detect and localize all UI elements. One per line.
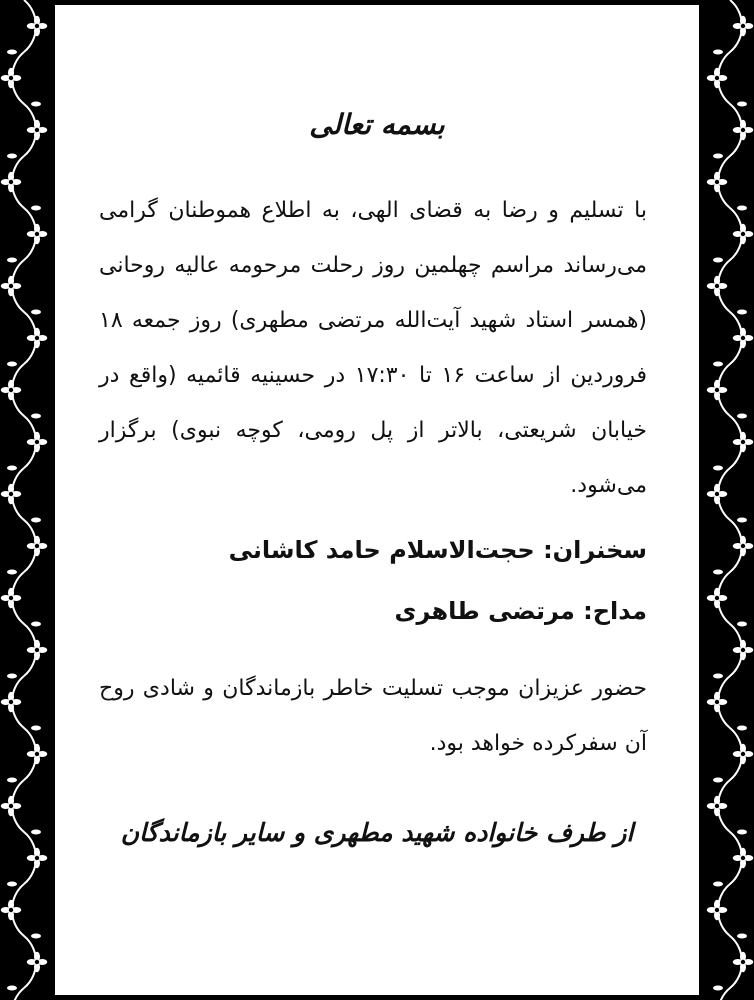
floral-vine-icon [706,0,754,1000]
ornamental-border-left [0,0,48,1000]
card-heading: بسمه تعالی [309,108,445,141]
announcement-paragraph: با تسلیم و رضا به قضای الهی، به اطلاع هموطنان گرامی می‌رساند مراسم چهلمین روز رحلت مرحومه عالیه روحانی (همسر استاد شهید آیت‌الله مرتضی مطهری) روز جمعه ۱۸ فروردین از ساعت ۱۶ تا ۱۷:۳۰ در حسینیه قائمیه (واقع در خیابان شریعتی، بالاتر از پل رومی، کوچه نبوی) برگزار می‌شود. [99,198,648,498]
signature-line: از طرف خانواده شهید مطهری و سایر بازماندگان [120,818,634,847]
eulogist-line: مداح: مرتضی طاهری [394,597,647,625]
ornamental-border-right [706,0,754,1000]
speaker-line: سخنران: حجت‌الاسلام حامد کاشانی [228,536,647,564]
closing-paragraph: حضور عزیزان موجب تسلیت خاطر بازماندگان و شادی روح آن سفرکرده خواهد بود. [99,676,647,756]
floral-vine-icon [0,0,48,1000]
announcement-card [55,5,699,995]
